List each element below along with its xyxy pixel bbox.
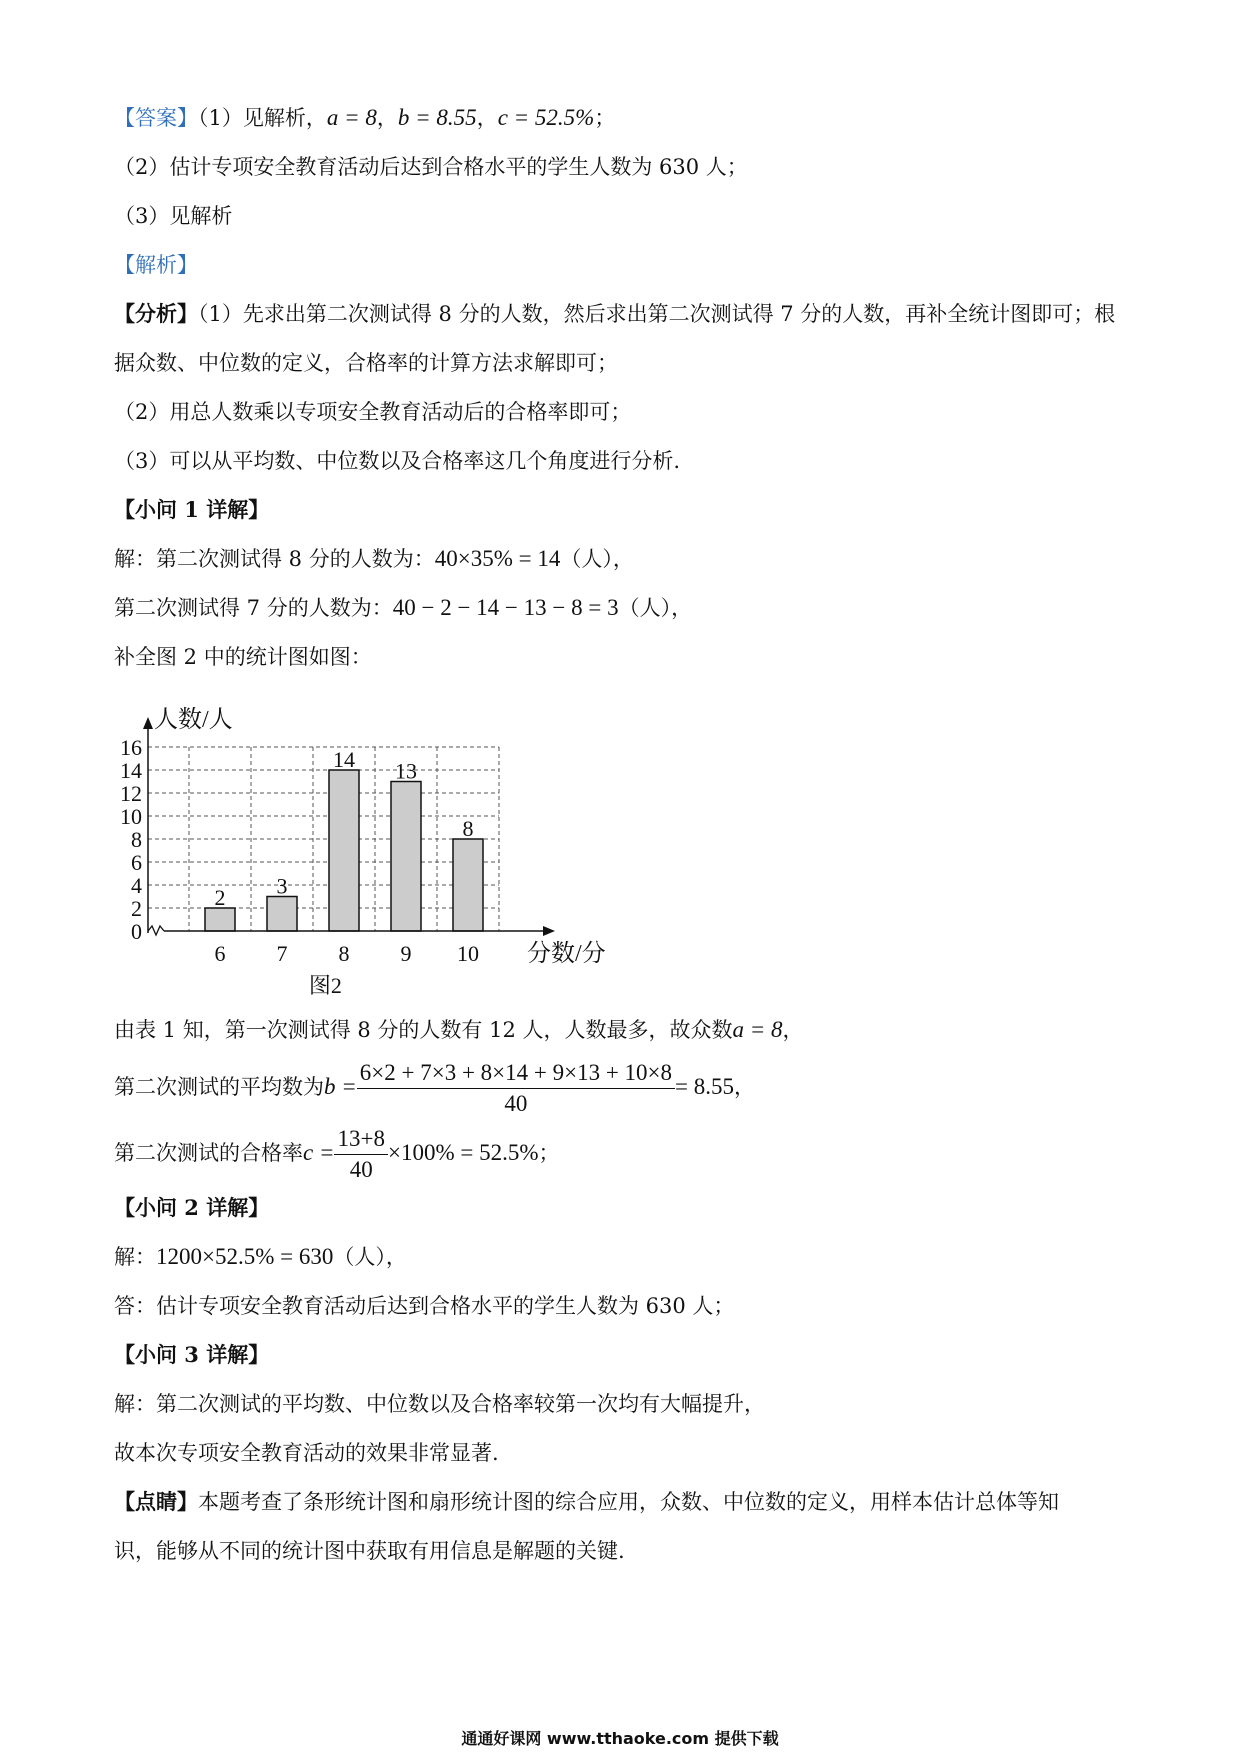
x-tick-label: 7 [276,941,288,966]
y-tick-label: 8 [131,827,142,852]
comment-text-1: 本题考查了条形统计图和扇形统计图的综合应用，众数、中位数的定义，用样本估计总体等知 [198,1490,1059,1514]
analysis-text-1: （1）先求出第二次测试得 8 分的人数，然后求出第二次测试得 7 分的人数，再补全统计图即可；根 [198,302,1116,326]
y-tick-label: 10 [120,804,142,829]
q3-title: 【小问 3 详解】 [114,1342,270,1367]
mean-numerator: 6×2 + 7×3 + 8×14 + 9×13 + 10×8 [357,1060,675,1089]
q1-text-2: 第二次测试得 7 分的人数为： [114,596,393,620]
q1-line-4 [114,1015,804,1045]
analysis-line-1 [114,299,1115,329]
q1-unit-1: （人）， [560,547,634,571]
q2-math-1: 1200×52.5% = 630 [156,1244,334,1269]
comment-tag: 【点睛】 [114,1489,198,1514]
q2-line-1 [114,1242,407,1272]
q1-line-5 [114,1055,755,1119]
bar-9 [391,782,421,932]
q1-text-4: 由表 1 知，第一次测试得 8 分的人数有 12 人，人数最多，故众数 [114,1018,733,1042]
q1-math-4: a = 8 [732,1017,783,1042]
q1-text-1: 解：第二次测试得 8 分的人数为： [114,547,435,571]
q2-line-2: 答：估计专项安全教育活动后达到合格水平的学生人数为 630 人； [114,1294,735,1318]
x-axis-arrow [543,926,555,936]
answer-line-1 [114,103,615,133]
y-tick-label: 6 [131,850,142,875]
data-label: 3 [276,873,288,899]
q1-end-4: ， [782,1018,804,1042]
chart-title: 图2 [308,973,342,998]
q2-text-1: 解： [114,1245,156,1269]
data-label: 14 [333,747,355,772]
y-axis-arrow [143,717,153,729]
analysis-line-2: 据众数、中位数的定义，合格率的计算方法求解即可； [114,351,618,375]
q1-end-5: ， [734,1075,756,1099]
analysis-subtag: 【分析】 [114,301,198,326]
q1-text-6: 第二次测试的合格率 [114,1141,303,1165]
bar-chart [110,690,606,998]
answer-end: ； [594,106,616,130]
q1-end-6: ； [538,1141,560,1165]
q1-lhs-5: b = [324,1074,357,1099]
q1-line-2 [114,593,692,623]
x-tick-label: 8 [338,941,350,966]
rate-denominator: 40 [349,1157,373,1182]
mean-fraction [357,1060,675,1117]
answer-sep-2: ， [476,106,498,130]
comment-line-2: 识，能够从不同的统计图中获取有用信息是解题的关键. [114,1539,625,1563]
q3-line-2: 故本次专项安全教育活动的效果非常显著. [114,1441,499,1465]
mean-denominator: 40 [504,1091,528,1116]
page-footer: 通通好课网 www.tthaoke.com 提供下载 [461,1729,779,1748]
q1-line-1 [114,544,634,574]
x-axis-label: 分数/分 [527,941,606,967]
y-tick-label: 16 [120,735,142,760]
bar-10 [453,839,483,931]
q1-lhs-6: c = [303,1140,335,1165]
analysis-tag: 【解析】 [114,253,198,277]
q1-math-1: 40×35% = 14 [434,546,561,571]
x-tick-label: 10 [457,941,479,966]
answer-b: b = 8.55 [397,105,477,130]
answer-part-1: （1）见解析， [198,106,327,130]
answer-line-2: （2）估计专项安全教育活动后达到合格水平的学生人数为 630 人； [114,155,748,179]
data-label: 8 [462,816,474,841]
x-tick-label: 9 [400,941,412,966]
data-label: 2 [214,885,226,910]
comment-line-1 [114,1487,1059,1517]
axis-break-icon [148,926,164,935]
q1-rhs-6: ×100% = 52.5% [387,1140,539,1165]
answer-line-3: （3）见解析 [114,204,233,228]
y-tick-label: 14 [120,758,142,783]
y-tick-label: 2 [131,896,142,921]
x-tick-label: 6 [214,941,226,966]
y-tick-label: 4 [131,873,142,898]
q2-unit-1: （人）， [333,1245,407,1269]
y-axis-label: 人数/人 [154,707,233,733]
data-label: 13 [395,758,417,784]
q3-line-1: 解：第二次测试的平均数、中位数以及合格率较第一次均有大幅提升， [114,1392,765,1416]
analysis-line-3: （2）用总人数乘以专项安全教育活动后的合格率即可； [114,400,632,424]
q2-title: 【小问 2 详解】 [114,1195,270,1220]
q1-math-2: 40 − 2 − 14 − 13 − 8 = 3 [392,595,619,620]
q1-title: 【小问 1 详解】 [114,497,270,522]
answer-sep-1: ， [376,106,398,130]
q1-line-3: 补全图 2 中的统计图如图： [114,645,372,669]
answer-c: c = 52.5% [497,105,595,130]
q1-line-6 [114,1121,559,1185]
rate-fraction [334,1126,387,1183]
answer-a: a = 8 [326,105,377,130]
answer-tag: 【答案】 [114,106,198,130]
bar-7 [267,897,297,932]
q1-rhs-5: = 8.55 [675,1074,735,1099]
analysis-line-4: （3）可以从平均数、中位数以及合格率这几个角度进行分析. [114,449,681,473]
y-tick-label: 12 [120,781,142,806]
rate-numerator: 13+8 [334,1126,387,1155]
y-tick-label: 0 [131,919,142,944]
q1-text-5: 第二次测试的平均数为 [114,1075,324,1099]
bar-6 [205,908,235,931]
q1-unit-2: （人）， [618,596,693,620]
bar-8 [329,770,359,931]
